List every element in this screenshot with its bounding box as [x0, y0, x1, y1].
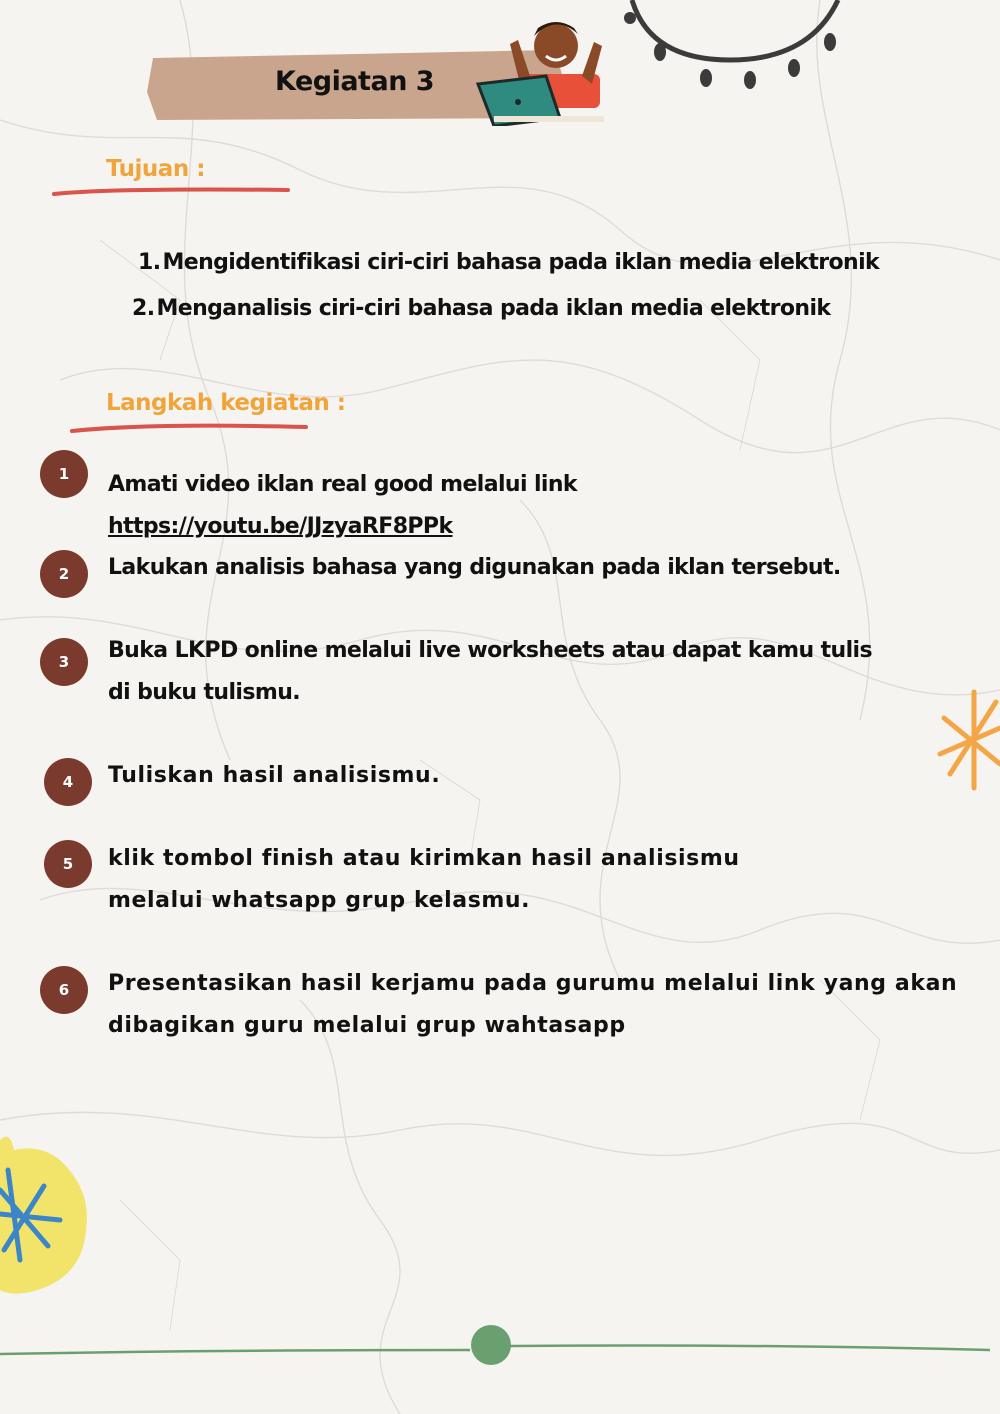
- step-number-badge: 2: [40, 550, 88, 598]
- student-laptop-illustration: [470, 14, 610, 126]
- goal-item: 1.Mengidentifikasi ciri-ciri bahasa pada iklan media elektronik: [138, 250, 880, 275]
- tujuan-label: Tujuan :: [106, 156, 205, 182]
- step-text: Tuliskan hasil analisismu.: [108, 763, 441, 788]
- step-number-badge: 5: [44, 840, 92, 888]
- step-text: Amati video iklan real good melalui link https://youtu.be/JJzyaRF8PPk: [108, 472, 577, 539]
- sun-outline-decoration: [610, 0, 850, 95]
- step-text: Presentasikan hasil kerjamu pada gurumu melalui link yang akan dibagikan guru melalui grup wahtasapp: [108, 971, 958, 1038]
- yellow-blob-star-decoration: [0, 1130, 92, 1300]
- step-number-badge: 6: [40, 966, 88, 1014]
- langkah-label: Langkah kegiatan :: [106, 390, 346, 416]
- step-text: klik tombol finish atau kirimkan hasil analisismu melalui whatsapp grup kelasmu.: [108, 846, 740, 913]
- step-number-badge: 1: [40, 450, 88, 498]
- tujuan-underline: [52, 186, 292, 198]
- goal-item: 2.Menganalisis ciri-ciri bahasa pada iklan media elektronik: [132, 296, 831, 321]
- page-title: Kegiatan 3: [275, 66, 435, 97]
- youtube-link[interactable]: https://youtu.be/JJzyaRF8PPk: [108, 514, 453, 539]
- step-text: Buka LKPD online melalui live worksheets atau dapat kamu tulis di buku tulismu.: [108, 638, 872, 705]
- footer-divider: [0, 1320, 1000, 1380]
- step-number-badge: 3: [40, 638, 88, 686]
- step-text: Lakukan analisis bahasa yang digunakan pada iklan tersebut.: [108, 555, 841, 580]
- footer-dot: [471, 1325, 511, 1365]
- step-number-badge: 4: [44, 758, 92, 806]
- langkah-underline: [70, 421, 310, 435]
- orange-star-icon: [936, 688, 1000, 792]
